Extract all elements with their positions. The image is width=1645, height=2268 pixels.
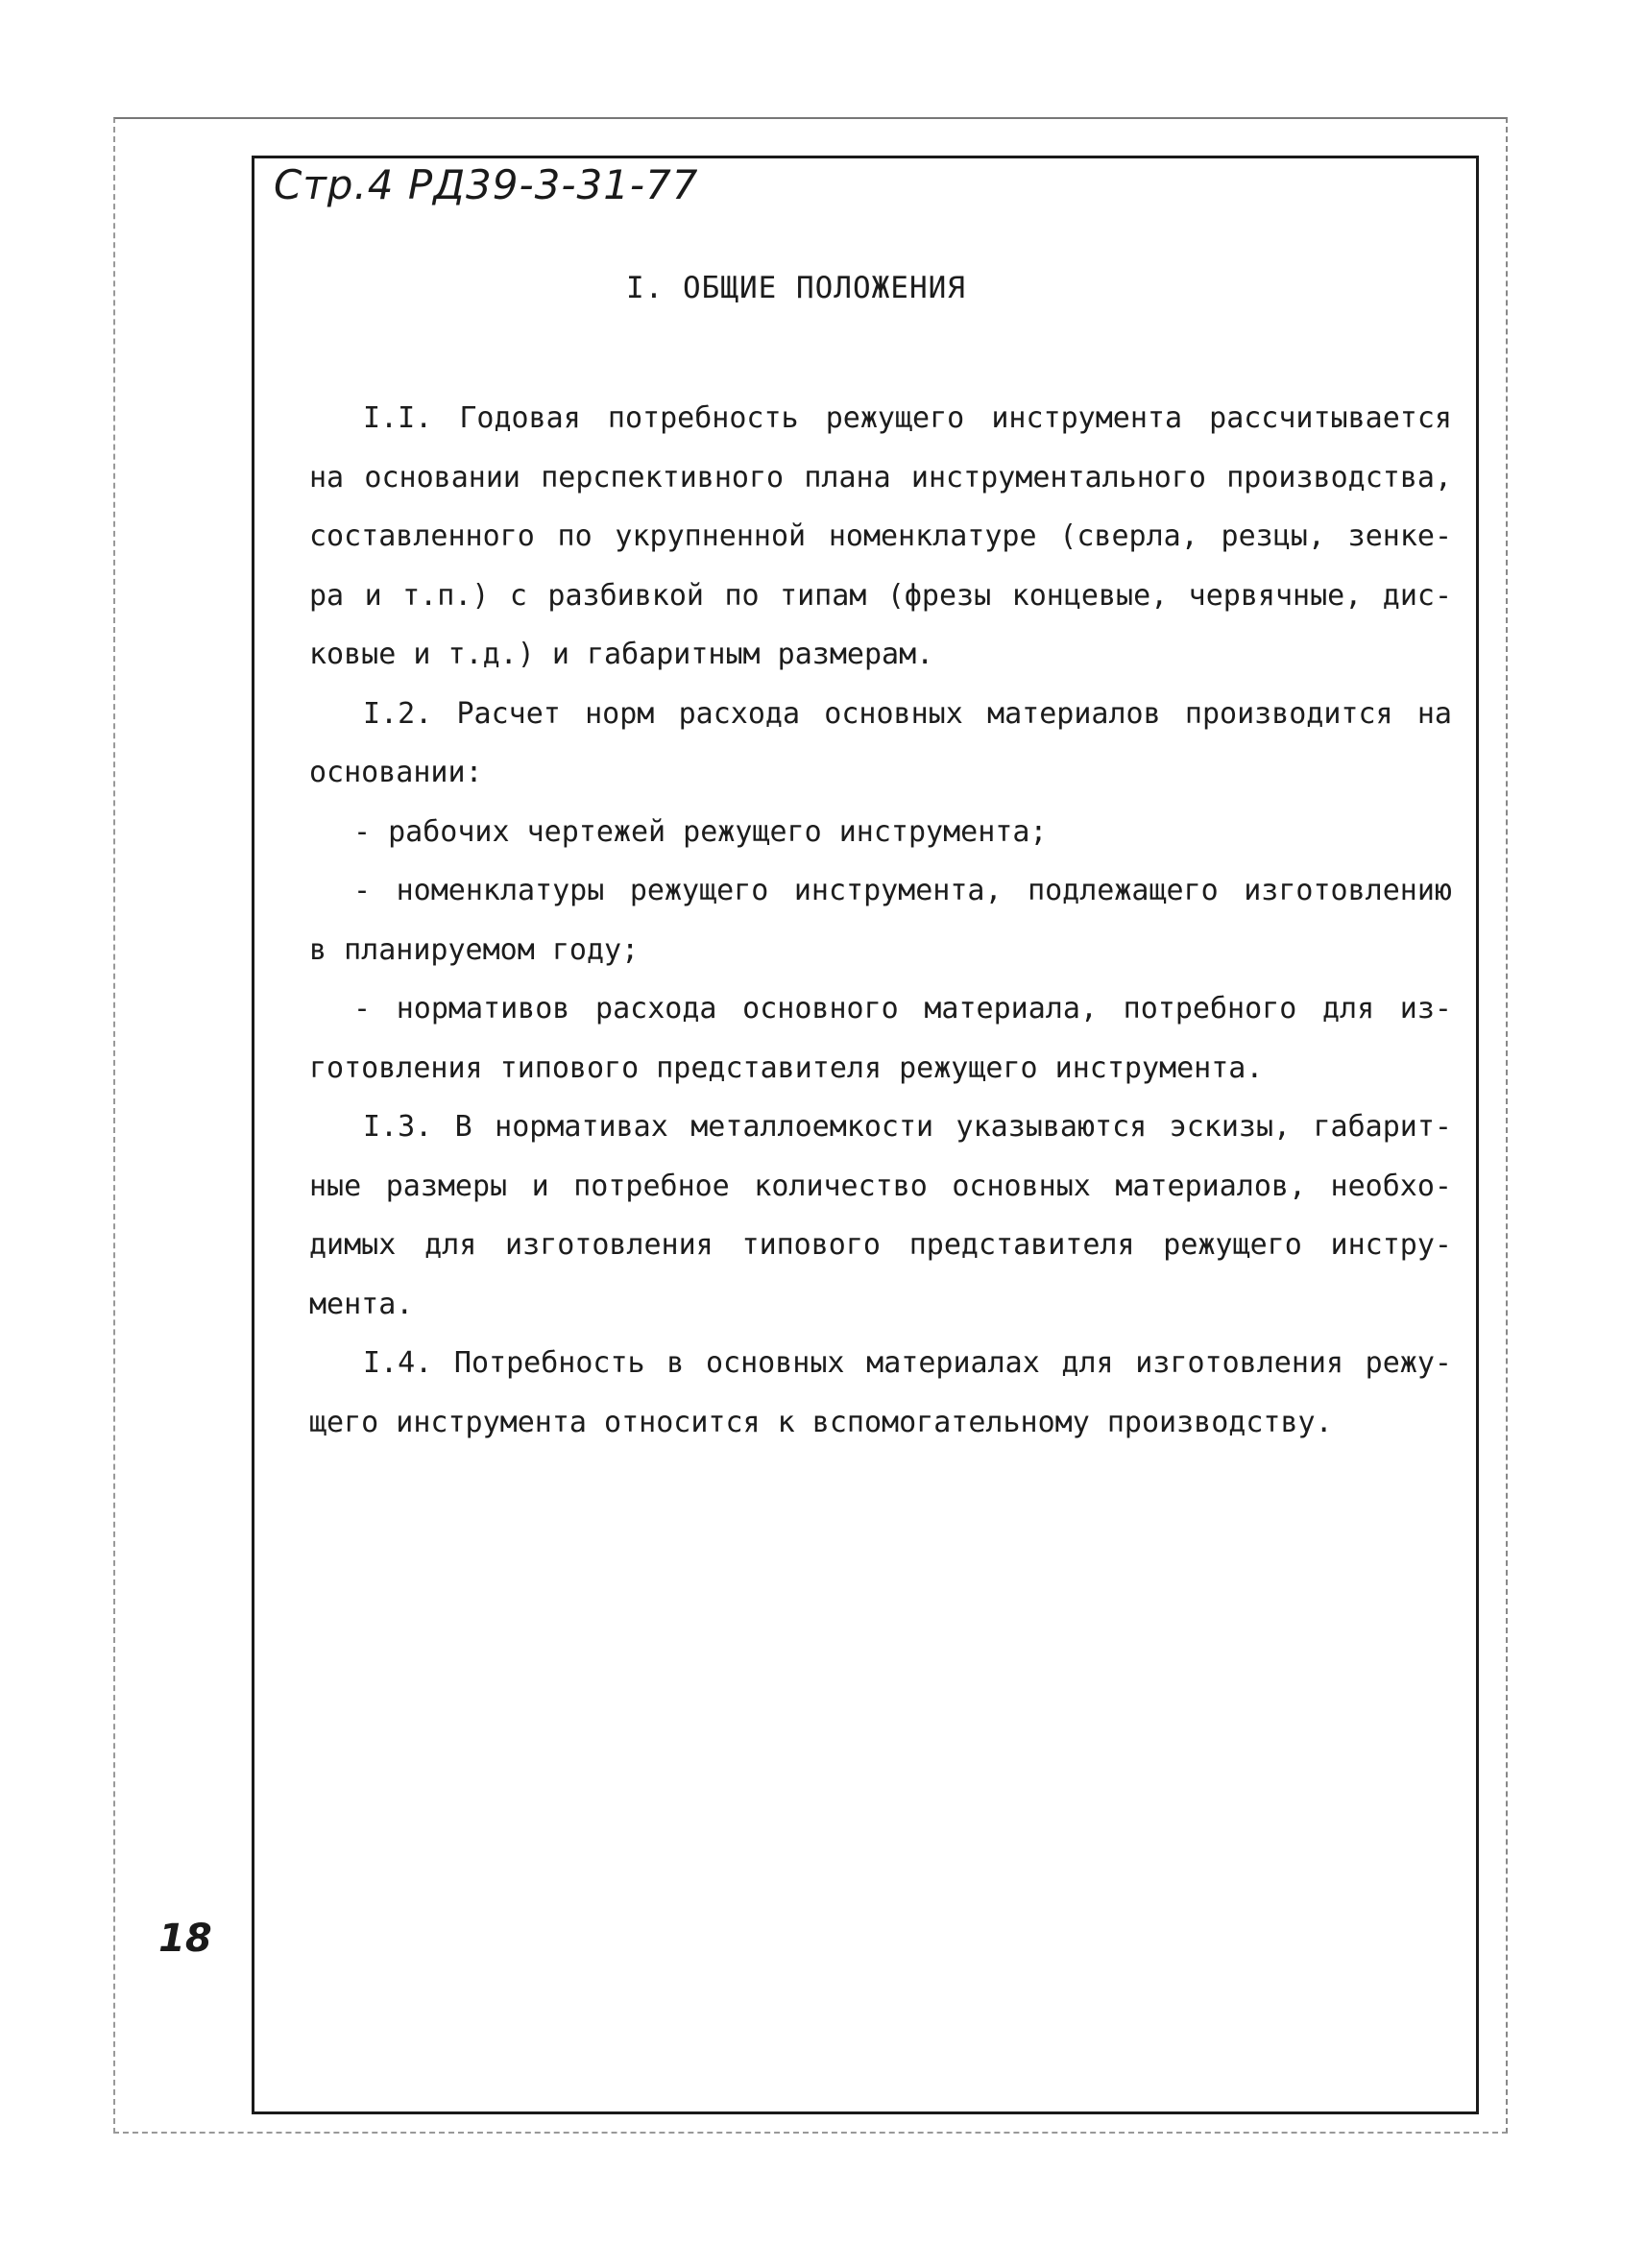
page-number: 18 [158,1917,212,1961]
paragraph-4-line-1: I.4. Потребность в основных материалах для изготовления режу- [363,1346,1452,1380]
list-item-1: - рабочих чертежей режущего инструмента; [353,814,1048,849]
list-item-3-line-2: готовления типового представителя режущего инструмента. [309,1050,1264,1085]
document-code: Стр.4 РД39-3-31-77 [274,161,699,208]
list-item-2-line-1: - номенклатуры режущего инструмента, подлежащего изготовлению [353,874,1452,907]
paragraph-1-line-5: ковые и т.д.) и габаритным размерам. [309,638,934,671]
paragraph-3-line-1: I.3. В нормативах металлоемкости указываются эскизы, габарит- [363,1110,1452,1144]
paragraph-4-line-2: щего инструмента относится к вспомогательному производству. [309,1405,1333,1439]
list-item-3-line-1: - нормативов расхода основного материала, потребного для из- [353,992,1452,1025]
paragraph-1-line-1: I.I. Годовая потребность режущего инструмента рассчитывается [363,401,1452,435]
paragraph-3-line-4: мента. [309,1287,414,1321]
paragraph-3-line-3: димых для изготовления типового представителя режущего инстру- [309,1228,1452,1262]
paragraph-2-line-2: основании: [309,756,483,789]
paragraph-3-line-2: ные размеры и потребное количество основных материалов, необхо- [309,1169,1452,1203]
body-text [309,389,1452,1452]
section-title: I. ОБЩИЕ ПОЛОЖЕНИЯ [626,271,966,305]
paragraph-2-line-1: I.2. Расчет норм расхода основных материалов производится на [363,696,1452,731]
paragraph-1-line-4: ра и т.п.) с разбивкой по типам (фрезы концевые, червячные, дис- [309,578,1452,613]
paragraph-1-line-3: составленного по укрупненной номенклатуре (сверла, резцы, зенке- [309,519,1452,553]
list-item-2-line-2: в планируемом году; [309,932,640,967]
paragraph-1-line-2: на основании перспективного плана инструментального производства, [309,460,1452,495]
